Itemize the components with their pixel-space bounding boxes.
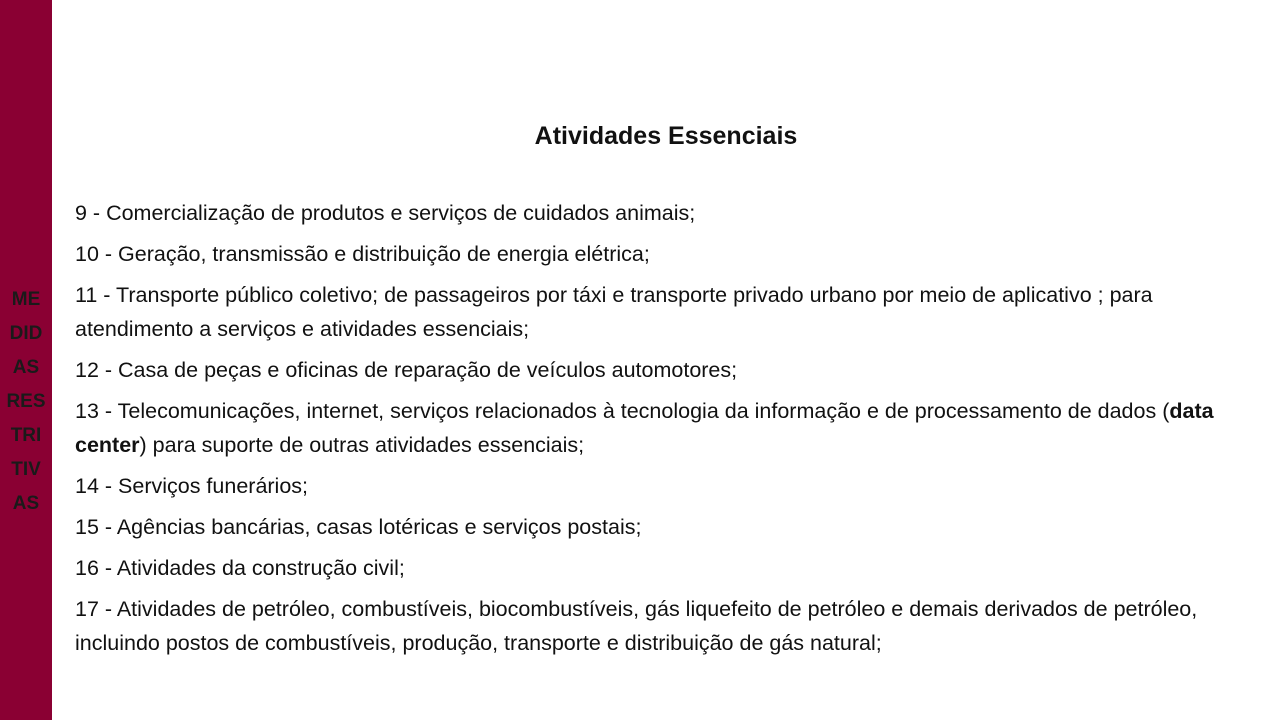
list-item: 16 - Atividades da construção civil; [75, 556, 405, 580]
list-item: 10 - Geração, transmissão e distribuição de energia elétrica; [75, 242, 650, 266]
sidebar-label-line: ME [11, 289, 41, 310]
list-item [75, 394, 1260, 462]
sidebar-label-line: AS [12, 357, 40, 378]
sidebar-label-line: TIV [11, 459, 41, 480]
sidebar-label-line: DID [9, 323, 43, 344]
sidebar-label-line: TRI [10, 425, 42, 446]
sidebar-vertical-label [0, 283, 52, 521]
sidebar-label-line: RES [6, 391, 46, 412]
list-item: 14 - Serviços funerários; [75, 474, 309, 498]
list-item-bold-term: data center [75, 399, 1214, 457]
slide-title: Atividades Essenciais [534, 122, 798, 150]
list-item: 17 - Atividades de petróleo, combustíveis, biocombustíveis, gás liquefeito de petróleo e demais derivados de petróleo, incluindo postos de combustíveis, produção, transporte e distribuição de gás natural; [75, 597, 1198, 655]
list-item: 11 - Transporte público coletivo; de passageiros por táxi e transporte privado urbano por meio de aplicativo ; para atendimento a serviços e atividades essenciais; [75, 283, 1153, 341]
essential-activities-list [75, 196, 1260, 667]
list-item: 9 - Comercialização de produtos e serviços de cuidados animais; [75, 201, 696, 225]
list-item-text: 13 - Telecomunicações, internet, serviços relacionados à tecnologia da informação e de processamento de dados ( [75, 399, 1170, 423]
list-item: 15 - Agências bancárias, casas lotéricas e serviços postais; [75, 515, 642, 539]
list-item-text: ) para suporte de outras atividades essenciais; [139, 433, 585, 457]
sidebar-label-line: AS [12, 493, 40, 514]
list-item: 12 - Casa de peças e oficinas de reparação de veículos automotores; [75, 358, 738, 382]
